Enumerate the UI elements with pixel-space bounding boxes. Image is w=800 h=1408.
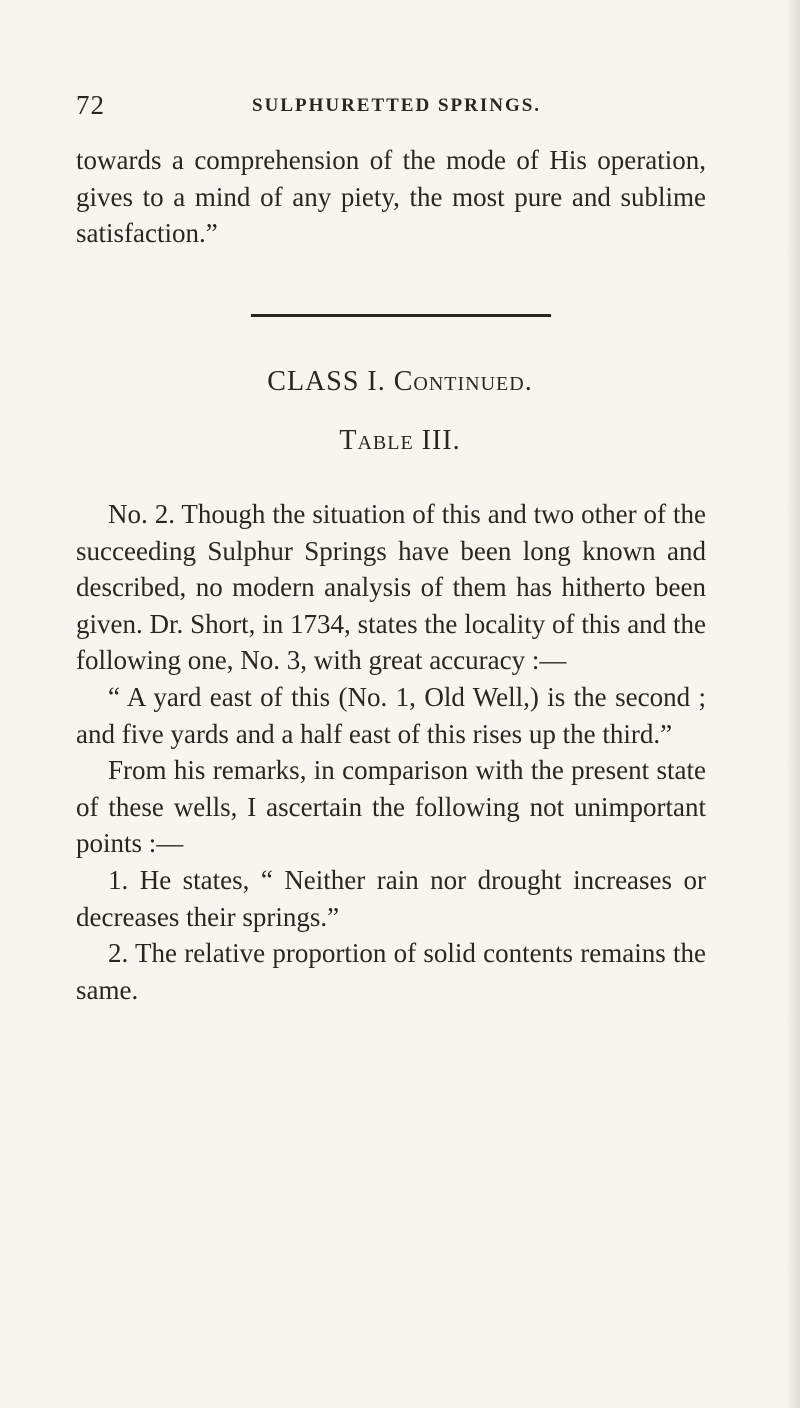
running-head: SULPHURETTED SPRINGS. <box>252 95 542 116</box>
body-text <box>76 496 706 1008</box>
class-heading: CLASS I. Continued. <box>267 366 533 397</box>
paragraph-no-2: No. 2. Though the situation of this and two other of the succeeding Sulphur Springs have been long known and described, no modern analysis of them has hitherto been given. Dr. Short, in 1734, states the locality of this and the following one, No. 3, with great accuracy :— <box>76 499 706 676</box>
section-divider-rule <box>251 314 551 317</box>
paragraph-remarks: From his remarks, in comparison with the present state of these wells, I ascertain the following not unimportant points :— <box>76 755 706 859</box>
table-heading: Table III. <box>339 425 461 456</box>
page-edge-shadow <box>786 0 800 1408</box>
page-number: 72 <box>76 90 105 120</box>
opening-paragraph: towards a comprehension of the mode of His operation, gives to a mind of any piety, the most pure and sublime satisfaction.” <box>76 145 706 249</box>
page-header <box>76 90 646 130</box>
opening-paragraph-block <box>76 142 706 252</box>
paragraph-quotation: “ A yard east of this (No. 1, Old Well,) is the second ; and five yards and a half east of this rises up the third.” <box>76 681 706 749</box>
paragraph-point-1: 1. He states, “ Neither rain nor drought increases or decreases their springs.” <box>76 864 706 932</box>
paragraph-point-2: 2. The relative proportion of solid contents remains the same. <box>76 938 706 1005</box>
